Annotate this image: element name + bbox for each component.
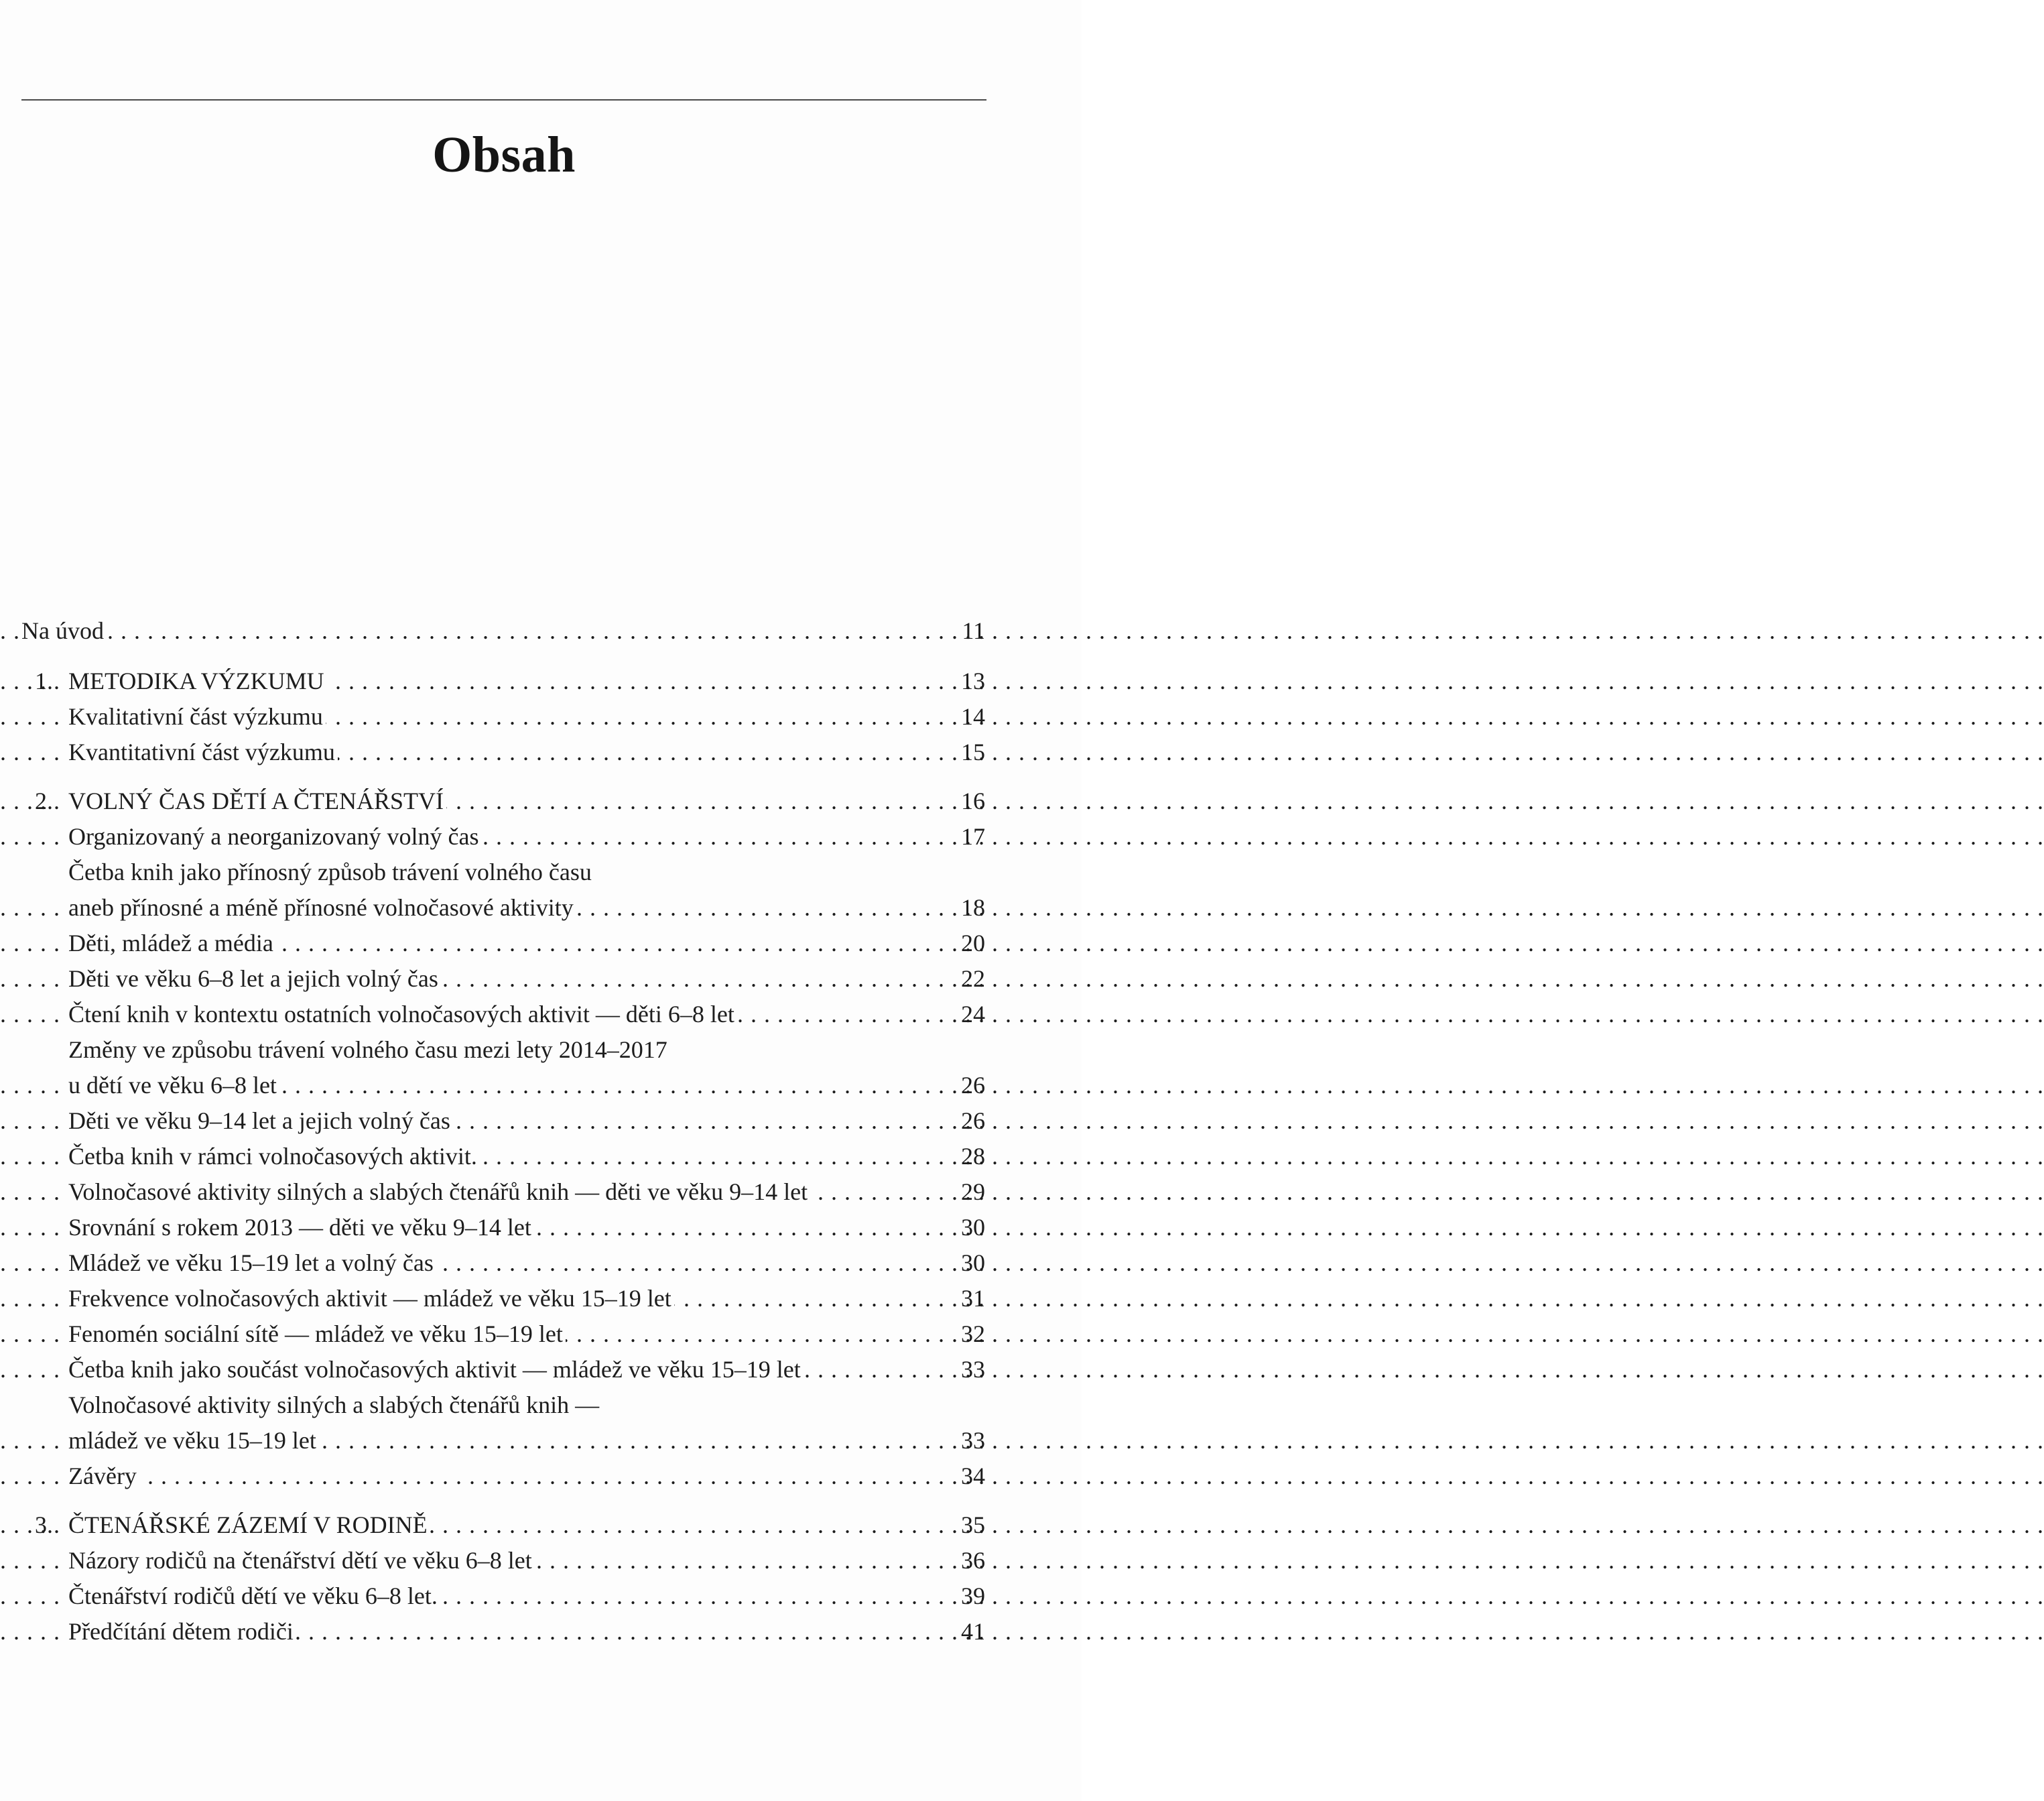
toc-entry-page: 14 [961, 703, 985, 730]
toc-entry-page: 41 [961, 1618, 985, 1645]
toc-entry-label: Závěry [68, 1463, 139, 1489]
toc-entry-page: 11 [962, 617, 985, 644]
toc-entry-label: Kvalitativní část výzkumu [68, 703, 326, 730]
toc-chapter-number: 3. [35, 1511, 53, 1538]
toc-entry-label: Volnočasové aktivity silných a slabých čtenářů knih — děti ve věku 9–14 let [68, 1178, 810, 1205]
toc-entry-label: Frekvence volnočasových aktivit — mládež ve věku 15–19 let [68, 1285, 674, 1312]
toc-entry-label: Četba knih v rámci volnočasových aktivit. [68, 1143, 480, 1170]
toc-entry-page: 26 [961, 1072, 985, 1099]
toc-entry-label: Četba knih jako přínosný způsob trávení volného času [68, 859, 594, 885]
toc-entry-page: 35 [961, 1511, 985, 1538]
toc-entry-label: VOLNÝ ČAS DĚTÍ A ČTENÁŘSTVÍ [68, 788, 446, 814]
toc-entry-label: Četba knih jako součást volnočasových aktivit — mládež ve věku 15–19 let [68, 1356, 804, 1383]
toc-entry-page: 18 [961, 894, 985, 921]
toc-entry-label: Volnočasové aktivity silných a slabých čtenářů knih — [68, 1391, 602, 1418]
toc-entry-label: aneb přínosné a méně přínosné volnočasové aktivity [68, 894, 576, 921]
toc-entry-label: ČTENÁŘSKÉ ZÁZEMÍ V RODINĚ [68, 1511, 430, 1538]
toc-entry-label: u dětí ve věku 6–8 let [68, 1072, 279, 1099]
toc-entry-page: 26 [961, 1107, 985, 1134]
toc-entry-label: Čtení knih v kontextu ostatních volnočasových aktivit — děti 6–8 let [68, 1001, 737, 1028]
toc-entry-page: 15 [961, 739, 985, 765]
toc-entry-label: Názory rodičů na čtenářství dětí ve věku 6–8 let [68, 1547, 535, 1574]
toc-entry-page: 33 [961, 1427, 985, 1454]
toc-entry-page: 36 [961, 1547, 985, 1574]
toc-entry-page: 30 [961, 1249, 985, 1276]
toc-entry-label: Kvantitativní část výzkumu [68, 739, 338, 765]
toc-entry-label: Děti ve věku 6–8 let a jejich volný čas [68, 965, 441, 992]
toc-entry-label: Fenomén sociální sítě — mládež ve věku 15–19 let [68, 1320, 566, 1347]
toc-entry-page: 13 [961, 668, 985, 694]
toc-entry-label: Mládež ve věku 15–19 let a volný čas [68, 1249, 436, 1276]
toc-chapter-number: 2. [35, 788, 53, 814]
toc-entry-page: 24 [961, 1001, 985, 1028]
toc-entry-label: Předčítání dětem rodiči [68, 1618, 296, 1645]
toc-entry-label: Na úvod [21, 617, 107, 644]
toc-entry-page: 22 [961, 965, 985, 992]
toc-entry-page: 16 [961, 788, 985, 814]
toc-entry-page: 20 [961, 930, 985, 956]
toc-entry-page: 30 [961, 1214, 985, 1241]
toc-entry-label: Organizovaný a neorganizovaný volný čas [68, 823, 481, 850]
toc-entry-label: Děti, mládež a média [68, 930, 276, 956]
toc-entry-page: 31 [961, 1285, 985, 1312]
toc-entry-page: 28 [961, 1143, 985, 1170]
toc-entry-label: Srovnání s rokem 2013 — děti ve věku 9–14 let [68, 1214, 534, 1241]
toc-entry-label: METODIKA VÝZKUMU [68, 668, 327, 694]
toc-entry-label: mládež ve věku 15–19 let [68, 1427, 319, 1454]
toc-chapter-number: 1. [35, 668, 53, 694]
toc-entry-page: 17 [961, 823, 985, 850]
toc-entry-page: 33 [961, 1356, 985, 1383]
toc-entry-page: 39 [961, 1582, 985, 1609]
page-title: Obsah [432, 127, 576, 183]
toc-entry-page: 34 [961, 1463, 985, 1489]
toc-entry-page: 29 [961, 1178, 985, 1205]
toc-entry-label: Čtenářství rodičů dětí ve věku 6–8 let. [68, 1582, 440, 1609]
top-rule [21, 99, 986, 101]
toc-entry-label: Děti ve věku 9–14 let a jejich volný čas [68, 1107, 453, 1134]
toc-entry-label: Změny ve způsobu trávení volného času mezi lety 2014–2017 [68, 1036, 670, 1063]
toc-entry-page: 32 [961, 1320, 985, 1347]
